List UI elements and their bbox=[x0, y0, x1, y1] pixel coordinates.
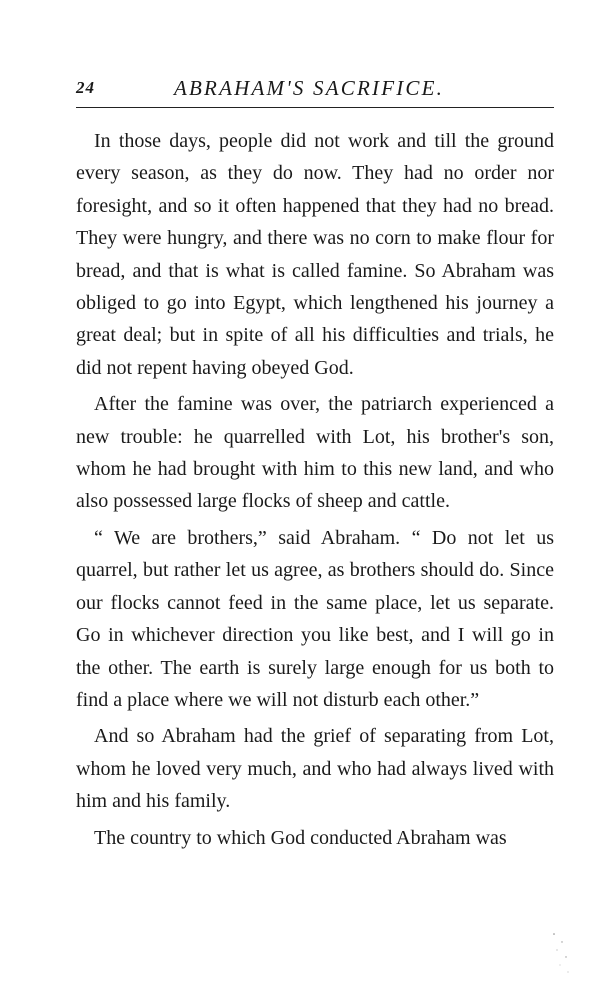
page-number: 24 bbox=[76, 78, 95, 97]
header-rule bbox=[76, 107, 554, 108]
paragraph-1: In those days, people did not work and till the ground every season, as they do now. They had no order nor foresight, and so it often happened that they had no bread. They were hungry, and there was no corn to make flour for bread, and that is what is called famine. So Abraham was obliged to go into Egypt, which lengthened his journey a great deal; but in spite of all his difficulties and trials, he did not repent having obeyed God. bbox=[76, 130, 554, 379]
page-title: ABRAHAM'S SACRIFICE. bbox=[174, 76, 445, 100]
paragraph-2: After the famine was over, the patriarch experienced a new trouble: he quarrelled with Lot, his brother's son, whom he had brought with him to this new land, and who also possessed large flocks of sheep and cattle. bbox=[76, 393, 554, 513]
paragraph-3: “ We are brothers,” said Abraham. “ Do not let us quarrel, but rather let us agree, as brothers should do. Since our flocks cannot feed in the same place, let us separate. Go in whichever direction you like best, and I will go in the other. The earth is surely large enough for us both to find a place where we will not disturb each other.” bbox=[76, 526, 554, 711]
paper-specks bbox=[548, 930, 578, 980]
body-text bbox=[76, 125, 554, 854]
running-head bbox=[76, 76, 554, 102]
paragraph-4: And so Abraham had the grief of separating from Lot, whom he loved very much, and who had always lived with him and his family. bbox=[76, 725, 554, 813]
paragraph-5: The country to which God conducted Abraham was bbox=[94, 826, 507, 849]
